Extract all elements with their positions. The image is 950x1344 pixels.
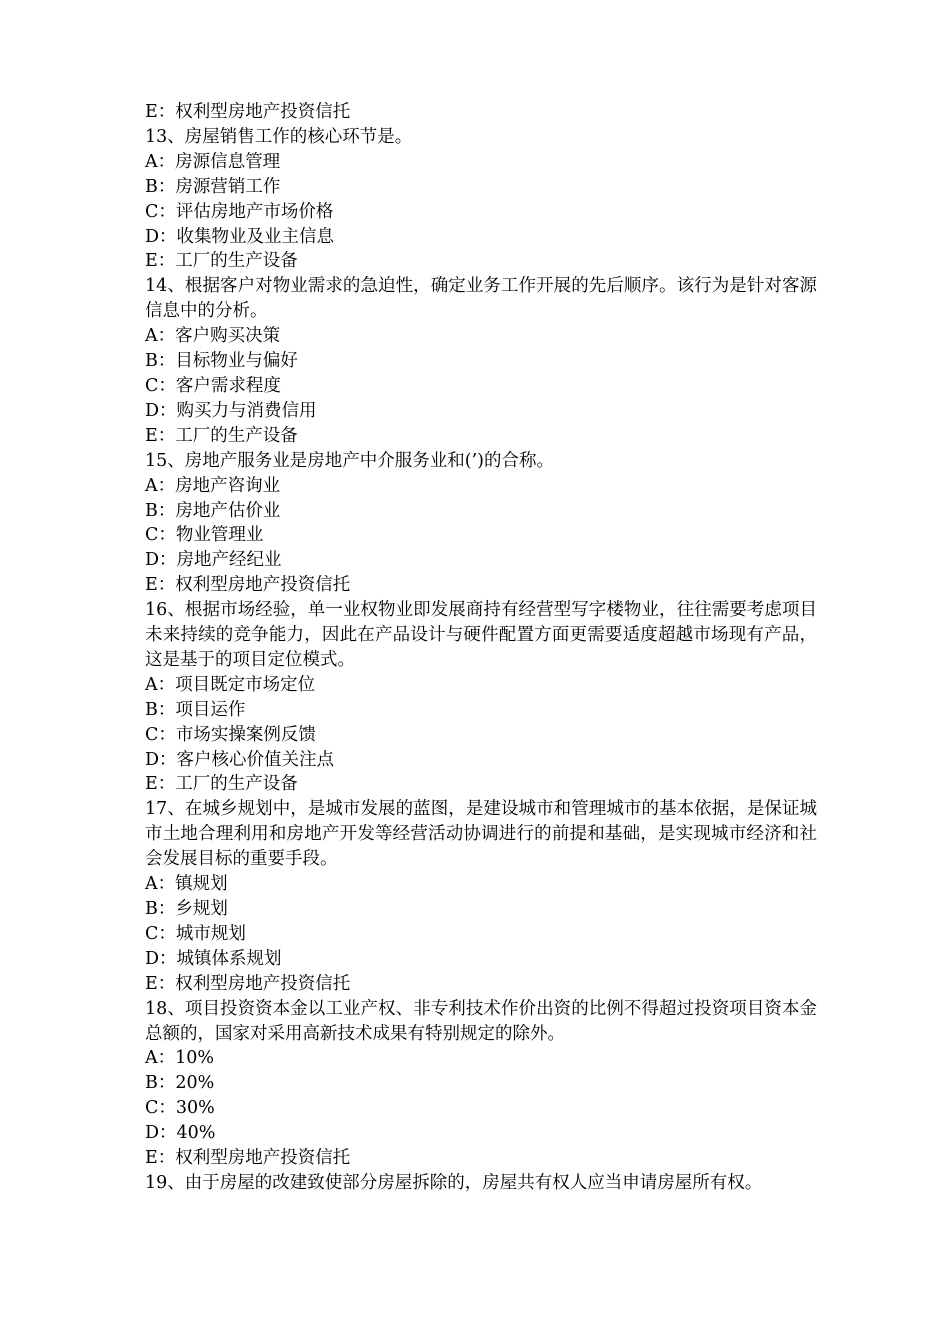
answer-option: B：房地产估价业: [145, 500, 281, 521]
question-block: [145, 125, 817, 274]
question-stem: 13、房屋销售工作的核心环节是。: [145, 126, 413, 147]
answer-option: D：客户核心价值关注点: [145, 749, 335, 770]
question-list: [145, 125, 817, 1196]
answer-option: C：市场实操案例反馈: [145, 724, 316, 745]
answer-option: E：工厂的生产设备: [145, 425, 298, 446]
question-stem: 17、在城乡规划中，是城市发展的蓝图，是建设城市和管理城市的基本依据，是保证城市土地合理利用和房地产开发等经营活动协调进行的前提和基础，是实现城市经济和社会发展目标的重要手段。: [145, 799, 817, 870]
question-block: [145, 797, 817, 996]
answer-option: D：收集物业及业主信息: [145, 226, 335, 247]
answer-option: C：客户需求程度: [145, 375, 281, 396]
answer-option: D：40%: [145, 1123, 216, 1144]
question-block: [145, 274, 817, 448]
question-stem: 16、根据市场经验，单一业权物业即发展商持有经营型写字楼物业，往往需要考虑项目未来持续的竞争能力，因此在产品设计与硬件配置方面更需要适度超越市场现有产品，这是基于的项目定位模式。: [145, 600, 817, 670]
answer-option: E：工厂的生产设备: [145, 774, 298, 795]
answer-option: C：评估房地产市场价格: [145, 201, 334, 222]
answer-option: D：城镇体系规划: [145, 948, 282, 969]
question-block: [145, 449, 817, 598]
question-block: [145, 598, 817, 797]
document-page: [145, 100, 817, 1196]
question-stem: 15、房地产服务业是房地产中介服务业和(’)的合称。: [145, 450, 554, 471]
answer-option: A：房地产咨询业: [145, 475, 281, 496]
question-block: [145, 997, 817, 1171]
answer-option: E：权利型房地产投资信托: [145, 1148, 351, 1169]
question-stem: 14、根据客户对物业需求的急迫性，确定业务工作开展的先后顺序。该行为是针对客源信息中的分析。: [145, 276, 817, 322]
answer-option: B：目标物业与偏好: [145, 351, 298, 372]
question-stem: 18、项目投资资本金以工业产权、非专利技术作价出资的比例不得超过投资项目资本金总额的，国家对采用高新技术成果有特别规定的除外。: [145, 998, 817, 1044]
answer-option: A：镇规划: [145, 874, 228, 895]
answer-option: A：客户购买决策: [145, 326, 281, 347]
question-stem: 19、由于房屋的改建致使部分房屋拆除的，房屋共有权人应当申请房屋所有权。: [145, 1172, 763, 1193]
answer-option: A：项目既定市场定位: [145, 674, 316, 695]
answer-option: E：权利型房地产投资信托: [145, 973, 351, 994]
answer-option: B：乡规划: [145, 899, 228, 919]
answer-option: D：房地产经纪业: [145, 550, 282, 571]
answer-option: C：城市规划: [145, 923, 246, 944]
answer-option: B：20%: [145, 1073, 215, 1094]
answer-option: B：项目运作: [145, 699, 246, 720]
answer-option: A：10%: [145, 1048, 215, 1069]
question-block: [145, 1171, 817, 1196]
answer-option: C：物业管理业: [145, 525, 264, 546]
answer-option: B：房源营销工作: [145, 176, 281, 197]
answer-option: C：30%: [145, 1098, 215, 1119]
answer-option: E：权利型房地产投资信托: [145, 575, 351, 596]
answer-option: E：工厂的生产设备: [145, 251, 298, 272]
answer-option: A：房源信息管理: [145, 151, 281, 172]
answer-option: D：购买力与消费信用: [145, 400, 317, 421]
leading-option: E：权利型房地产投资信托: [145, 102, 351, 122]
